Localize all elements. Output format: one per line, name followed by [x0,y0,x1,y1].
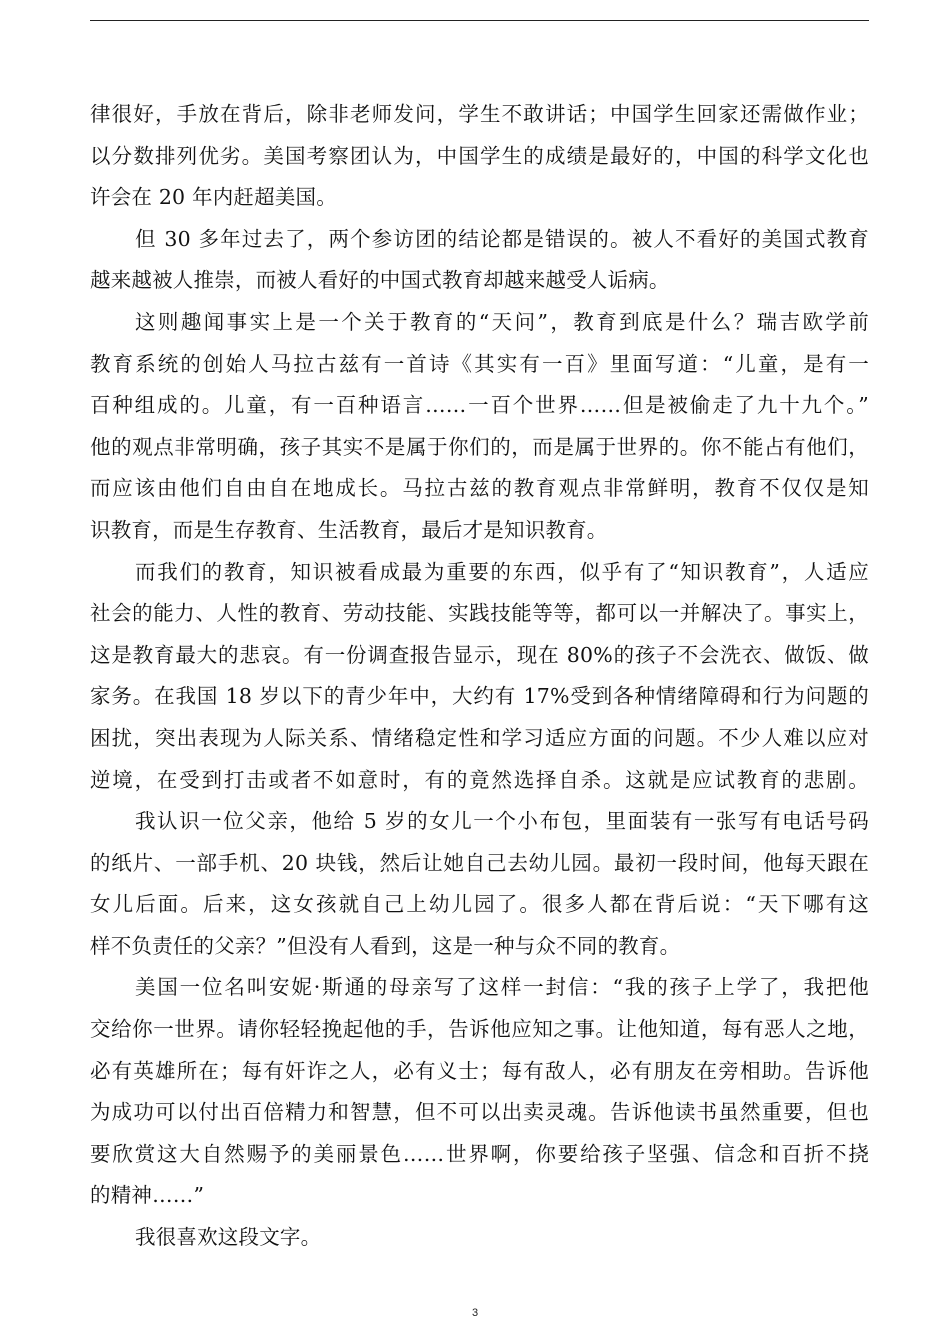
text-line: 社会的能力、人性的教育、劳动技能、实践技能等等，都可以一并解决了。事实上， [90,601,869,626]
text-line: 越来越被人推崇，而被人看好的中国式教育却越来越受人诟病。 [90,268,670,293]
text-line: 女儿后面。后来，这女孩就自己上幼儿园了。很多人都在背后说：“天下哪有这 [90,892,869,917]
text-line: 而我们的教育，知识被看成最为重要的东西，似乎有了“知识教育”，人适应 [135,559,869,584]
text-line: 逆境，在受到打击或者不如意时，有的竟然选择自杀。这就是应试教育的悲剧。 [90,767,869,792]
text-line: 这则趣闻事实上是一个关于教育的“天问”，教育到底是什么？瑞吉欧学前 [135,309,869,334]
page-body [90,94,869,1259]
text-line: 要欣赏这大自然赐予的美丽景色……世界啊，你要给孩子坚强、信念和百折不挠 [90,1141,869,1166]
text-line: 美国一位名叫安妮·斯通的母亲写了这样一封信：“我的孩子上学了，我把他 [135,975,869,1000]
text-line: 但 30 多年过去了，两个参访团的结论都是错误的。被人不看好的美国式教育 [135,226,869,251]
header-rule [90,20,869,21]
text-line: 的纸片、一部手机、20 块钱，然后让她自己去幼儿园。最初一段时间，他每天跟在 [90,850,869,875]
text-line: 许会在 20 年内赶超美国。 [90,185,337,210]
text-line: 样不负责任的父亲？”但没有人看到，这是一种与众不同的教育。 [90,933,681,958]
text-line: 识教育，而是生存教育、生活教育，最后才是知识教育。 [90,517,608,542]
text-line: 律很好，手放在背后，除非老师发问，学生不敢讲话；中国学生回家还需做作业； [90,102,869,126]
text-line: 我认识一位父亲，他给 5 岁的女儿一个小布包，里面装有一张写有电话号码 [135,809,869,834]
text-line: 我很喜欢这段文字。 [135,1225,322,1250]
text-line: 百种组成的。儿童，有一百种语言……一百个世界……但是被偷走了九十九个。” [90,393,869,418]
text-line: 而应该由他们自由自在地成长。马拉古兹的教育观点非常鲜明，教育不仅仅是知 [90,476,869,501]
text-line: 教育系统的创始人马拉古兹有一首诗《其实有一百》里面写道：“儿童，是有一 [90,351,869,376]
page-number: 3 [471,1307,479,1319]
text-line: 以分数排列优劣。美国考察团认为，中国学生的成绩是最好的，中国的科学文化也 [90,143,869,168]
text-line: 交给你一世界。请你轻轻挽起他的手，告诉他应知之事。让他知道，每有恶人之地， [90,1017,869,1042]
text-line: 家务。在我国 18 岁以下的青少年中，大约有 17%受到各种情绪障碍和行为问题的 [90,684,869,709]
text-line: 为成功可以付出百倍精力和智慧，但不可以出卖灵魂。告诉他读书虽然重要，但也 [90,1100,869,1125]
text-line: 必有英雄所在；每有奸诈之人，必有义士；每有敌人，必有朋友在旁相助。告诉他 [90,1058,869,1083]
text-line: 的精神……” [90,1183,205,1208]
text-line: 困扰，突出表现为人际关系、情绪稳定性和学习适应方面的问题。不少人难以应对 [90,725,869,750]
text-line: 这是教育最大的悲哀。有一份调查报告显示，现在 80%的孩子不会洗衣、做饭、做 [90,642,869,667]
text-line: 他的观点非常明确，孩子其实不是属于你们的，而是属于世界的。你不能占有他们， [90,434,869,459]
